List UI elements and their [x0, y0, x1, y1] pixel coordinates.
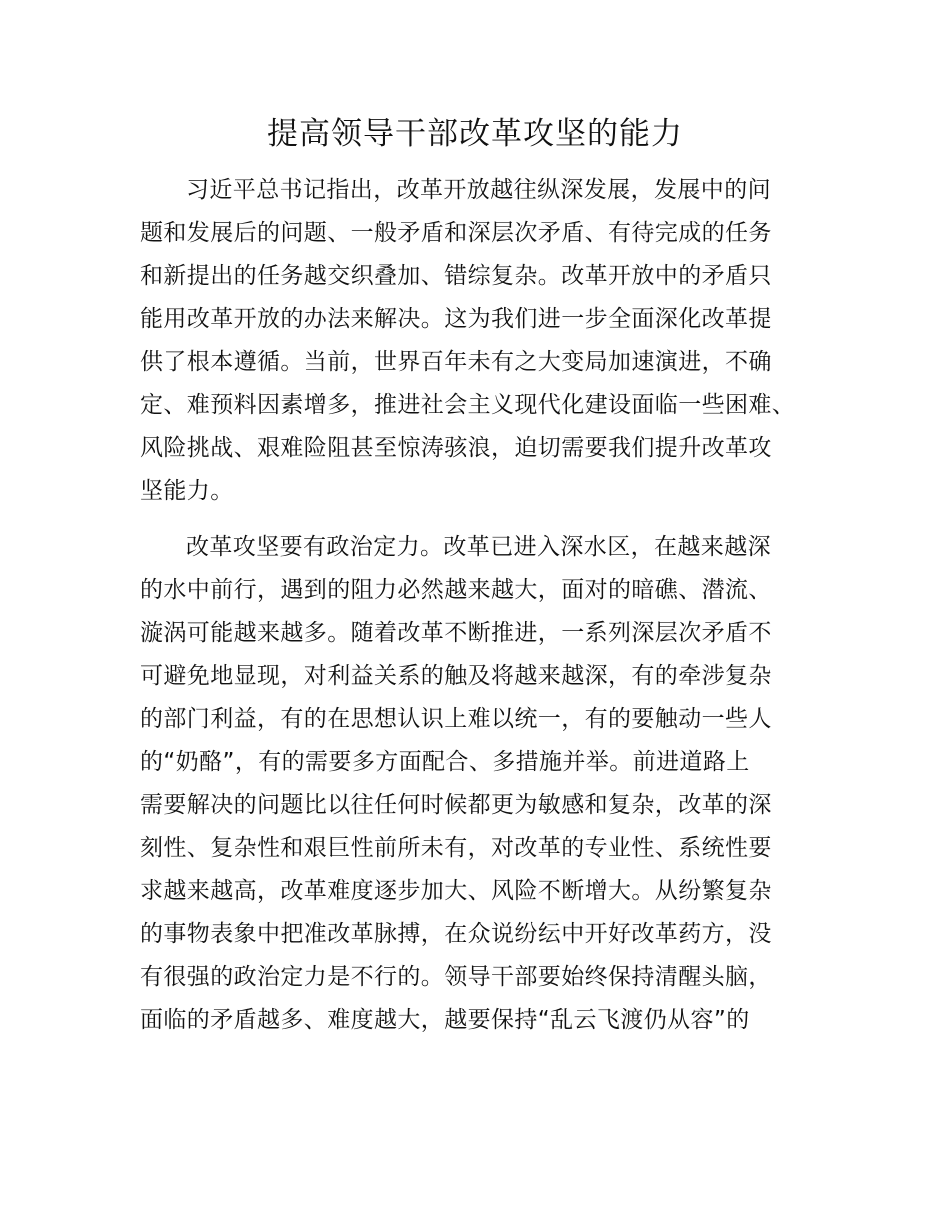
paragraph-line: 的事物表象中把准改革脉搏，在众说纷纭中开好改革药方，没	[140, 921, 772, 947]
document-title: 提高领导干部改革攻坚的能力	[267, 116, 683, 152]
paragraph-line: 坚能力。	[140, 478, 234, 504]
paragraph-line: 供了根本遵循。当前，世界百年未有之大变局加速演进，不确	[140, 349, 772, 375]
paragraph-line: 改革攻坚要有政治定力。改革已进入深水区，在越来越深	[186, 534, 771, 560]
paragraph-line: 能用改革开放的办法来解决。这为我们进一步全面深化改革提	[140, 306, 772, 332]
paragraph-line: 习近平总书记指出，改革开放越往纵深发展，发展中的问	[186, 177, 771, 203]
paragraph-line: 的“奶酪”，有的需要多方面配合、多措施并举。前进道路上	[140, 749, 750, 775]
paragraph-line: 的部门利益，有的在思想认识上难以统一，有的要触动一些人	[140, 706, 772, 732]
paragraph-line: 需要解决的问题比以往任何时候都更为敏感和复杂，改革的深	[140, 792, 772, 818]
paragraph-1	[140, 169, 820, 513]
paragraph-line: 风险挑战、艰难险阻甚至惊涛骇浪，迫切需要我们提升改革攻	[140, 435, 772, 461]
paragraph-line: 定、难预料因素增多，推进社会主义现代化建设面临一些困难、	[140, 392, 796, 418]
paragraph-line: 题和发展后的问题、一般矛盾和深层次矛盾、有待完成的任务	[140, 220, 772, 246]
paragraph-line: 刻性、复杂性和艰巨性前所未有，对改革的专业性、系统性要	[140, 835, 772, 861]
paragraph-line: 面临的矛盾越多、难度越大，越要保持“乱云飞渡仍从容”的	[140, 1007, 750, 1033]
paragraph-line: 可避免地显现，对利益关系的触及将越来越深，有的牵涉复杂	[140, 663, 772, 689]
paragraph-line: 的水中前行，遇到的阻力必然越来越大，面对的暗礁、潜流、	[140, 577, 772, 603]
paragraph-line: 有很强的政治定力是不行的。领导干部要始终保持清醒头脑，	[140, 964, 772, 990]
paragraph-2	[140, 526, 820, 1042]
paragraph-line: 漩涡可能越来越多。随着改革不断推进，一系列深层次矛盾不	[140, 620, 772, 646]
paragraph-line: 求越来越高，改革难度逐步加大、风险不断增大。从纷繁复杂	[140, 878, 772, 904]
paragraph-line: 和新提出的任务越交织叠加、错综复杂。改革开放中的矛盾只	[140, 263, 772, 289]
